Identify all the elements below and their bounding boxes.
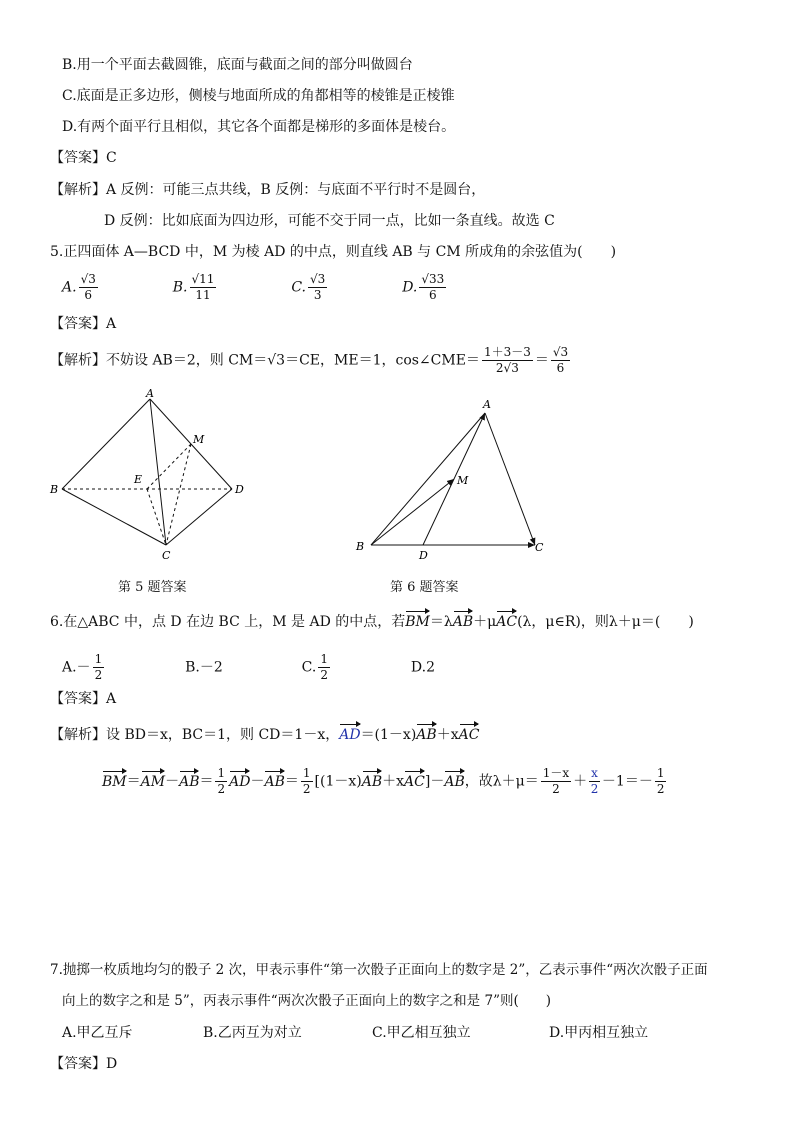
q6-stem-text: 6.在△ABC 中，点 D 在边 BC 上，M 是 AD 的中点，若 <box>50 614 406 630</box>
q7-option-d: D.甲丙相互独立 <box>549 1025 649 1041</box>
label-d: D <box>235 483 244 496</box>
label-e: E <box>134 473 143 486</box>
q6-option-a-value: $\frac{1}{2}$ <box>94 652 103 682</box>
q5-option-d-value: $\frac{√33}{6}$ <box>421 272 445 302</box>
q6-analysis-end: －1＝－ <box>601 773 653 790</box>
vector-bm <box>371 479 454 545</box>
label-d: D <box>419 549 428 562</box>
q5-analysis <box>50 345 572 376</box>
q6-stem: 6.在△ABC 中，点 D 在边 BC 上，M 是 AD 的中点，若BM＝λAB＋μAC(λ，μ∈R)，则λ＋μ＝( ) <box>50 614 694 630</box>
q4-answer: 【答案】C <box>50 150 117 166</box>
edge-ac <box>150 399 166 545</box>
q6-option-b: B.－2 <box>185 659 223 676</box>
q7-option-c: C.甲乙相互独立 <box>372 1025 471 1041</box>
q6-analysis-frac1: $\frac{1-x}{2}$ <box>542 766 570 796</box>
q5-analysis-result: $\frac{√3}{6}$ <box>552 345 569 375</box>
segment-me-hidden <box>147 444 191 489</box>
q6-analysis-tail: ，故λ＋μ＝ <box>464 773 539 790</box>
q4-analysis-line1: 【解析】A 反例：可能三点共线，B 反例：与底面不平行时不是圆台， <box>50 182 486 198</box>
q5-analysis-equals: ＝ <box>534 352 549 369</box>
q6-stem-tail: ，则λ＋μ＝( ) <box>580 614 694 630</box>
q7-option-a: A.甲乙互斥 <box>62 1025 133 1041</box>
side-ac <box>485 413 535 545</box>
q7-stem-line2: 向上的数字之和是 5”，丙表示事件“两次次骰子正面向上的数字之和是 7”则( ) <box>62 993 551 1009</box>
q5-stem: 5.正四面体 A—BCD 中，M 为棱 AD 的中点，则直线 AB 与 CM 所成角的余弦值为( ) <box>50 244 617 260</box>
label-b: B <box>50 483 59 496</box>
q6-answer: 【答案】A <box>50 691 117 707</box>
q6-option-a: A.－ <box>62 659 91 676</box>
q6-option-d: D.2 <box>410 659 435 676</box>
q5-analysis-fraction: $\frac{1+3-3}{2√3}$ <box>483 345 531 375</box>
q5-option-d-label: D. <box>402 279 418 296</box>
q5-option-a-value: $\frac{√3}{6}$ <box>80 272 96 302</box>
q7-stem-line1: 7.抛掷一枚质地均匀的骰子 2 次，甲表示事件“第一次骰子正面向上的数字是 2”，乙表示事件“两次次骰子正面 <box>50 962 708 978</box>
edge-bc <box>62 489 166 545</box>
q7-option-b: B.乙丙互为对立 <box>203 1025 302 1041</box>
q5-option-c-label: C. <box>291 279 306 296</box>
q5-answer: 【答案】A <box>50 316 117 332</box>
label-a: A <box>146 387 154 400</box>
q6-analysis-text: 【解析】设 BD＝x，BC＝1，则 CD＝1－x， <box>50 727 340 743</box>
label-b: B <box>356 540 365 553</box>
label-m: M <box>457 474 469 487</box>
q6-analysis-frac3: $\frac{1}{2}$ <box>656 766 665 796</box>
q6-analysis-frac2: $\frac{x}{2}$ <box>590 766 599 796</box>
q5-analysis-text: 【解析】不妨设 AB＝2，则 CM＝√3＝CE，ME＝1，cos∠CME＝ <box>50 352 480 369</box>
q5-option-c-value: $\frac{√3}{3}$ <box>310 272 326 302</box>
segment-mc-hidden <box>166 444 191 545</box>
figure-6-triangle <box>345 393 560 568</box>
q5-option-b-label: B. <box>172 279 188 296</box>
figure-5-tetrahedron <box>40 385 260 565</box>
figure-5-caption: 第 5 题答案 <box>118 580 187 595</box>
label-m: M <box>193 433 205 446</box>
label-c: C <box>162 549 171 562</box>
q5-option-b-value: $\frac{√11}{11}$ <box>191 272 215 302</box>
q7-answer: 【答案】D <box>50 1056 118 1072</box>
q4-option-c: C.底面是正多边形，侧棱与地面所成的角都相等的棱锥是正棱锥 <box>62 88 455 104</box>
label-a: A <box>483 398 491 411</box>
q6-option-c: C. <box>301 659 317 676</box>
edge-cd <box>166 489 232 545</box>
q6-option-c-value: $\frac{1}{2}$ <box>320 652 328 682</box>
q6-analysis-line1: 【解析】设 BD＝x，BC＝1，则 CD＝1－x，AD＝(1－x)AB＋xAC <box>50 727 480 743</box>
q5-option-a-label: A. <box>62 279 77 296</box>
q6-options <box>62 652 435 683</box>
q4-option-b: B.用一个平面去截圆锥，底面与截面之间的部分叫做圆台 <box>62 57 413 73</box>
q4-analysis-line2: D 反例：比如底面为四边形，可能不交于同一点，比如一条直线。故选 C <box>104 213 555 229</box>
figure-6-caption: 第 6 题答案 <box>390 580 459 595</box>
q4-option-d: D.有两个面平行且相似，其它各个面都是梯形的多面体是棱台。 <box>62 119 456 135</box>
label-c: C <box>535 541 544 554</box>
q6-analysis-line2: BM＝AM－AB＝ $\frac{1}{2}$ AD－AB＝ $\frac{1}{2}$ [(1－x)AB＋xAC]－AB，故λ＋μ＝ $\frac{1-x}{2}$ ＋ $\frac{x}{2}$ －1＝－ $\frac{1}{2}$ <box>102 766 665 796</box>
q5-options <box>62 272 448 303</box>
